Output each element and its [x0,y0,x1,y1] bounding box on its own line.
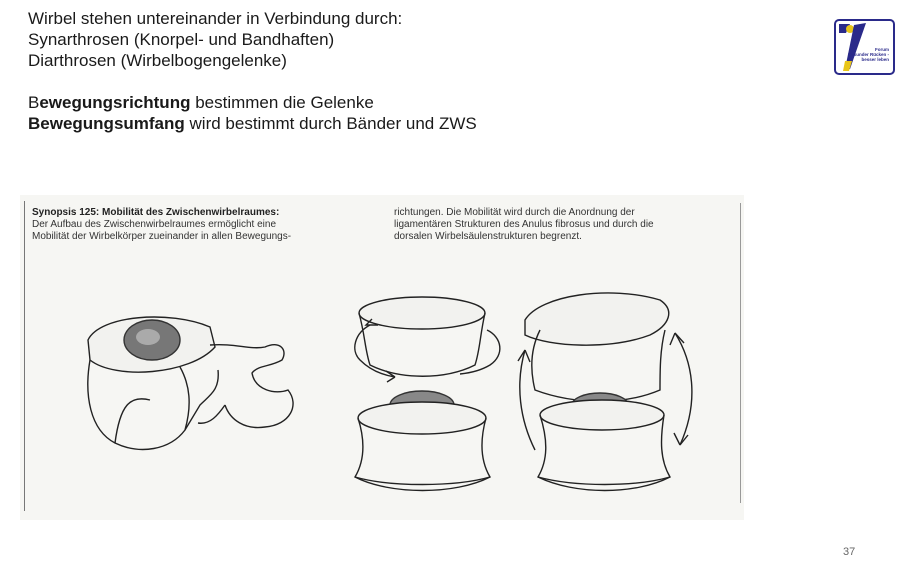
page-number: 37 [843,546,856,558]
logo-text: Forum Gesunder Rücken - besser leben [847,47,889,62]
line-connection: Wirbel stehen untereinander in Verbindung durch: [28,9,403,28]
scanned-figure [20,195,744,520]
caption-left: Synopsis 125: Mobilität des Zwischenwirbelraumes: Der Aufbau des Zwischenwirbelraumes ermöglicht eine Mobilität der Wirbelkörper zueinander in allen Bewegungs- [32,207,292,242]
line-bewegungsrichtung [28,92,477,113]
caption-right: richtungen. Die Mobilität wird durch die Anordnung der ligamentären Strukturen des Anulus fibrosus und durch die dorsalen Wirbelsäulenstrukturen begrenzt. [394,207,654,242]
bewegungsumfang-rest: wird bestimmt durch Bänder und ZWS [184,114,477,133]
line-bewegungsumfang [28,113,477,134]
flexion-segment-drawing [518,293,692,491]
rotation-segment-drawing [355,297,500,491]
bewegungsumfang-term: Bewegungsumfang [28,114,185,133]
forum-logo [834,19,895,75]
slide-text [28,8,477,134]
vertebra-illustration [20,255,744,520]
line-diarthrosen: Diarthrosen (Wirbelbogengelenke) [28,51,287,70]
bewegungsrichtung-term: ewegungsrichtung [39,93,191,112]
line-synarthrosen: Synarthrosen (Knorpel- und Bandhaften) [28,30,335,49]
bewegungsrichtung-rest: bestimmen die Gelenke [190,93,374,112]
vertebra-with-disc-drawing [88,317,293,449]
bewegungsrichtung-b: B [28,93,40,112]
